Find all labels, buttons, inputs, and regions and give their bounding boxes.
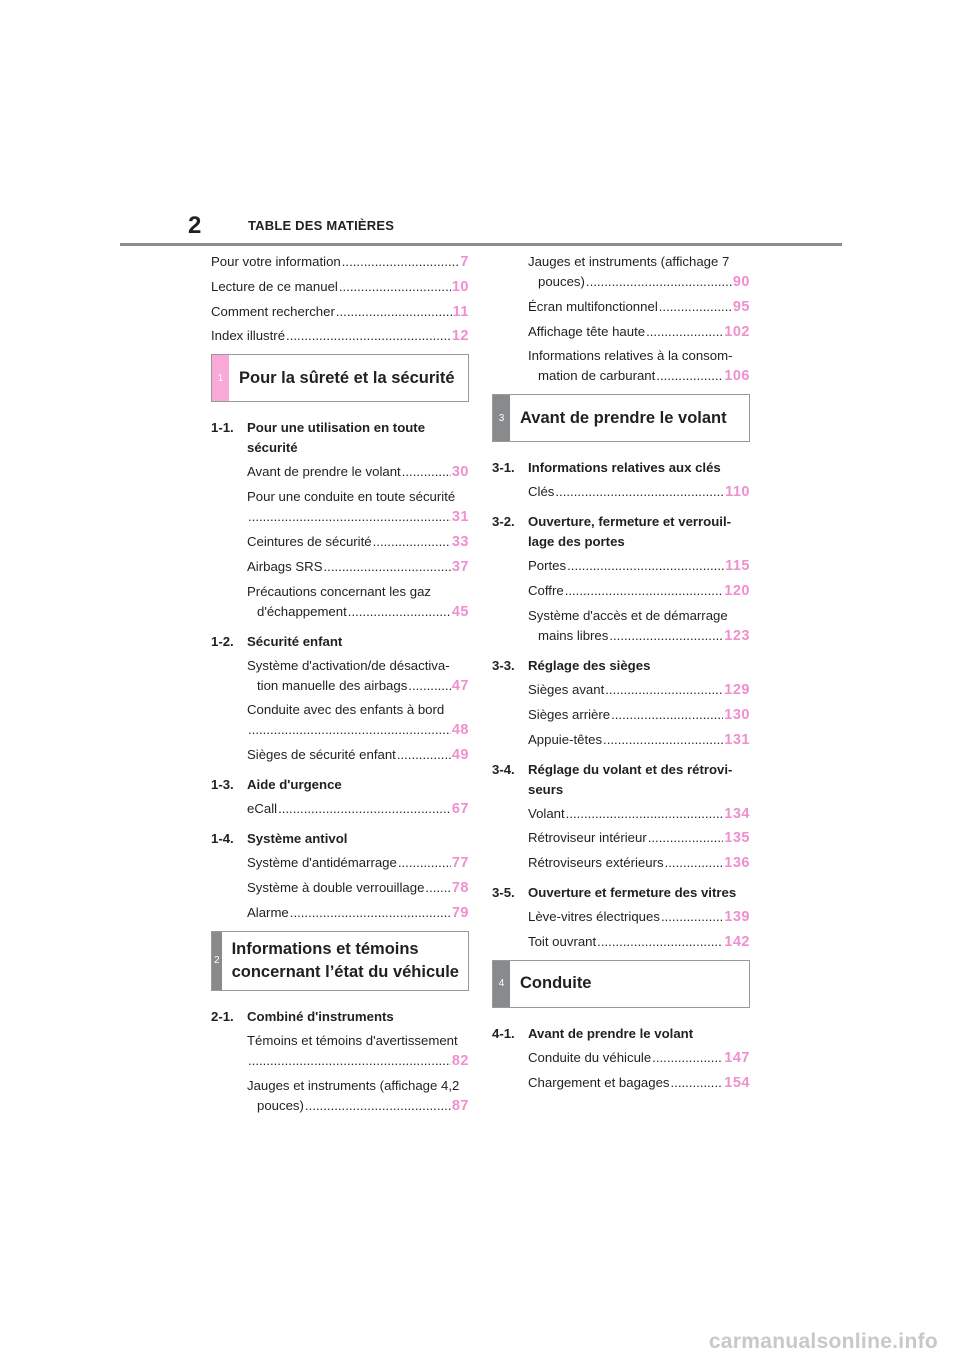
toc-entry[interactable]: Clés ..... 110: [492, 482, 750, 502]
toc-entry[interactable]: Système d'antidémarrage ..... 77: [211, 853, 469, 873]
page-link[interactable]: 90: [732, 274, 750, 290]
toc-entry[interactable]: Écran multifonctionnel ..... 95: [492, 297, 750, 317]
chapter-4-heading[interactable]: [492, 960, 750, 1008]
page-link[interactable]: 102: [724, 323, 750, 340]
toc-entry[interactable]: Ceintures de sécurité ..... 33: [211, 532, 469, 552]
toc-entry[interactable]: Conduite du véhicule ..... 147: [492, 1048, 750, 1068]
watermark: carmanualsonline.info: [708, 1330, 938, 1353]
toc-entry[interactable]: Alarme ..... 79: [211, 903, 469, 923]
toc-intro-list: [211, 252, 469, 346]
header-rule: [120, 243, 842, 246]
chapter-title: Informations et témoins concernant l’état du véhicule: [231, 939, 459, 981]
page-link[interactable]: 67: [451, 801, 469, 818]
page-link[interactable]: 7: [460, 254, 469, 270]
toc-entry[interactable]: Jauges et instruments (affichage 7 pouces) ..... 90: [492, 252, 750, 292]
toc-entry[interactable]: Volant ..... 134: [492, 804, 750, 824]
page-link[interactable]: 142: [724, 933, 750, 950]
page-link[interactable]: 11: [452, 303, 469, 320]
toc-entry[interactable]: Toit ouvrant ..... 142: [492, 932, 750, 952]
toc-entry[interactable]: Airbags SRS ..... 37: [211, 557, 469, 577]
page-link[interactable]: 136: [724, 855, 750, 872]
chapter-2-heading[interactable]: [211, 931, 469, 991]
page-link[interactable]: 33: [451, 533, 469, 550]
toc-entry[interactable]: Sièges avant ..... 129: [492, 680, 750, 700]
toc-right-column: [492, 252, 750, 1098]
toc-entry[interactable]: Rétroviseurs extérieurs ..... 136: [492, 853, 750, 873]
section-heading[interactable]: 3-5. Ouverture et fermeture des vitres: [492, 885, 737, 901]
page-link[interactable]: 47: [451, 677, 469, 694]
toc-entry[interactable]: Appuie-têtes ..... 131: [492, 730, 750, 750]
page-link[interactable]: 147: [724, 1049, 750, 1066]
toc-entry[interactable]: Sièges arrière ..... 130: [492, 705, 750, 725]
page-link[interactable]: 79: [451, 904, 469, 921]
page-link[interactable]: 130: [724, 706, 750, 723]
page-link[interactable]: 49: [451, 747, 469, 764]
page-link[interactable]: 154: [724, 1074, 750, 1091]
section-heading[interactable]: 1-4. Système antivol: [211, 831, 348, 847]
section-heading[interactable]: 3-1. Informations relatives aux clés: [492, 460, 721, 476]
chapter-title: Pour la sûreté et la sécurité: [239, 368, 455, 387]
section-heading[interactable]: 1-1. Pour une utilisation en toute sécurité: [211, 420, 426, 456]
toc-entry[interactable]: Système d'accès et de démarrage mains libres ..... 123: [492, 606, 750, 646]
chapter-tab: 4: [493, 961, 510, 1007]
header-title: TABLE DES MATIÈRES: [248, 218, 395, 233]
section-heading[interactable]: 3-4. Réglage du volant et des rétrovi-seurs: [492, 761, 733, 797]
page-link[interactable]: 110: [725, 484, 750, 501]
toc-entry[interactable]: Chargement et bagages ..... 154: [492, 1073, 750, 1093]
page-link[interactable]: 129: [724, 681, 750, 698]
page-link[interactable]: 31: [451, 509, 469, 526]
toc-entry[interactable]: Comment rechercher ..... 11: [211, 302, 469, 322]
section-heading[interactable]: 1-2. Sécurité enfant: [211, 633, 343, 649]
chapter-tab: 2: [212, 932, 222, 990]
section-heading[interactable]: 4-1. Avant de prendre le volant: [492, 1025, 694, 1041]
page-link[interactable]: 131: [724, 731, 750, 748]
toc-entry[interactable]: Conduite avec des enfants à bord ..... 48: [211, 700, 469, 740]
toc-entry[interactable]: Système à double verrouillage ..... 78: [211, 878, 469, 898]
section-heading[interactable]: 3-2. Ouverture, fermeture et verrouil-lage des portes: [492, 514, 732, 550]
page-link[interactable]: 10: [451, 278, 469, 295]
toc-entry[interactable]: Index illustré ..... 12: [211, 326, 469, 346]
page-link[interactable]: 115: [725, 558, 750, 575]
section-heading[interactable]: 2-1. Combiné d'instruments: [211, 1008, 394, 1024]
page-link[interactable]: 77: [451, 855, 469, 872]
chapter-1-heading[interactable]: [211, 354, 469, 402]
page-link[interactable]: 95: [732, 298, 750, 315]
page-link[interactable]: 82: [451, 1052, 469, 1069]
toc-entry[interactable]: Avant de prendre le volant ..... 30: [211, 462, 469, 482]
section-heading[interactable]: 1-3. Aide d'urgence: [211, 777, 342, 793]
chapter-tab: 3: [493, 395, 510, 441]
toc-entry[interactable]: Affichage tête haute ..... 102: [492, 322, 750, 342]
page-number: 2: [188, 212, 202, 239]
page-link[interactable]: 139: [724, 909, 750, 926]
toc-entry[interactable]: Lève-vitres électriques ..... 139: [492, 907, 750, 927]
toc-entry[interactable]: Précautions concernant les gaz d'échappement ..... 45: [211, 582, 469, 622]
page-link[interactable]: 12: [451, 328, 469, 345]
chapter-title: Avant de prendre le volant: [520, 408, 727, 427]
toc-entry[interactable]: Pour une conduite en toute sécurité ..... 31: [211, 487, 469, 527]
toc-entry[interactable]: Témoins et témoins d'avertissement ..... 82: [211, 1031, 469, 1071]
toc-entry[interactable]: eCall ..... 67: [211, 799, 469, 819]
page-link[interactable]: 45: [451, 603, 469, 620]
toc-entry[interactable]: Pour votre information ..... 7: [211, 252, 469, 272]
page-link[interactable]: 135: [724, 830, 750, 847]
page-link[interactable]: 48: [451, 722, 469, 739]
toc-entry[interactable]: Informations relatives à la consom- mation de carburant ..... 106: [492, 346, 750, 386]
page-link[interactable]: 106: [724, 368, 750, 385]
page-link[interactable]: 134: [724, 805, 750, 822]
page-link[interactable]: 78: [451, 879, 469, 896]
toc-left-column: [211, 252, 469, 1120]
toc-entry[interactable]: Sièges de sécurité enfant ..... 49: [211, 745, 469, 765]
section-heading[interactable]: 3-3. Réglage des sièges: [492, 657, 651, 673]
chapter-tab: 1: [212, 355, 229, 401]
chapter-title: Conduite: [520, 974, 592, 993]
toc-entry[interactable]: Portes ..... 115: [492, 556, 750, 576]
page-link[interactable]: 37: [451, 558, 469, 575]
page-link[interactable]: 120: [724, 583, 750, 600]
toc-entry[interactable]: Coffre ..... 120: [492, 581, 750, 601]
toc-entry[interactable]: Lecture de ce manuel ..... 10: [211, 277, 469, 297]
page-link[interactable]: 123: [724, 627, 750, 644]
chapter-3-heading[interactable]: [492, 394, 750, 442]
toc-entry[interactable]: Rétroviseur intérieur ..... 135: [492, 828, 750, 848]
page-link[interactable]: 87: [451, 1097, 469, 1114]
toc-entry[interactable]: Système d'activation/de désactiva- tion manuelle des airbags ..... 47: [211, 656, 469, 696]
page-link[interactable]: 30: [451, 464, 469, 481]
toc-entry[interactable]: Jauges et instruments (affichage 4,2 pouces) ..... 87: [211, 1076, 469, 1116]
